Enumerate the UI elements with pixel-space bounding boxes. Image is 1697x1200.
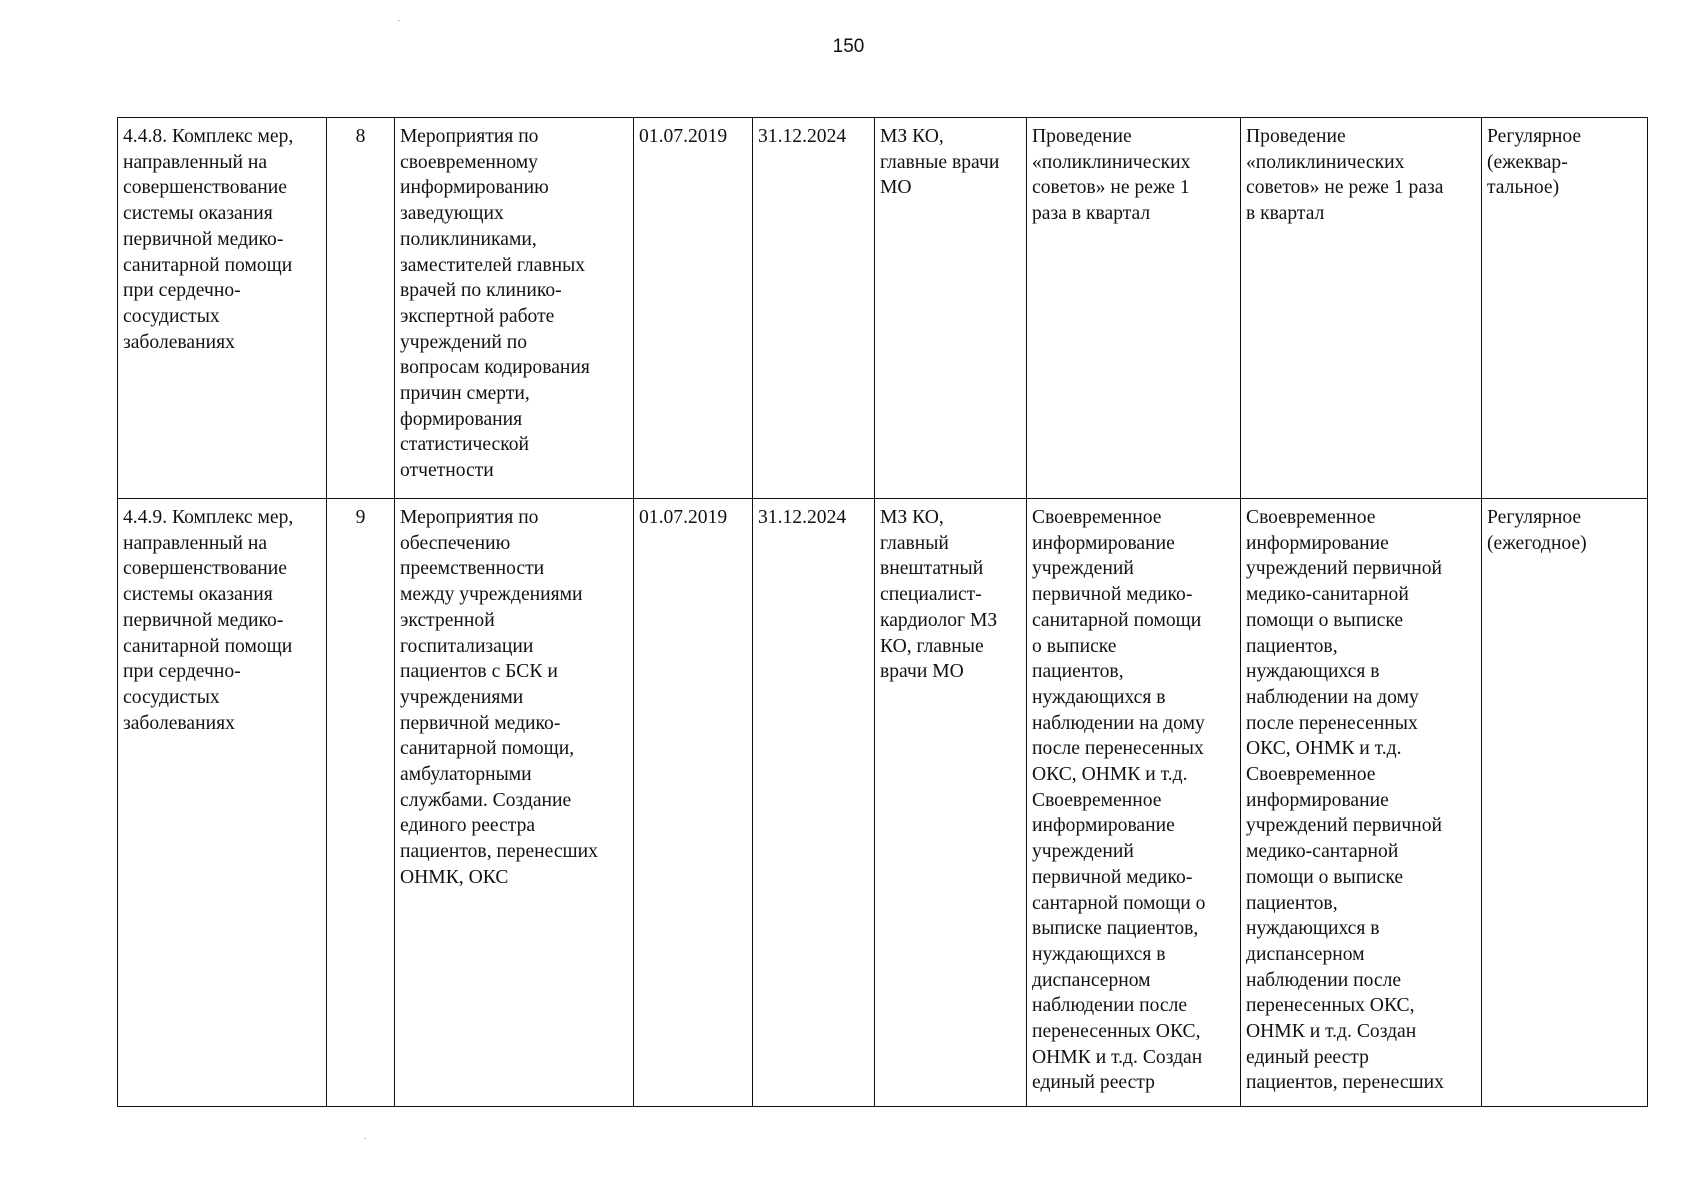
number-cell: 9 [327,499,395,1107]
start-date-cell: 01.07.2019 [634,499,753,1107]
table-row [118,499,1648,1107]
result-cell: Своевременное информирование учреждений первичной медико-санитарной помощи о выписке пациентов, нуждающихся в наблюдении на дому после перенесенных ОКС, ОНМК и т.д. Своевременное информирование учреждений первичной медико-сантарной помощи о выписке пациентов, нуждающихся в диспансерном наблюдении после перенесенных ОКС, ОНМК и т.д. Создан единый реестр пациентов, перенесших [1241,499,1482,1107]
start-date-cell: 01.07.2019 [634,118,753,499]
responsible-cell: МЗ КО, главные врачи МО [875,118,1027,499]
measure-cell: 4.4.9. Комплекс мер, направленный на совершенствование системы оказания первичной медико- санитарной помощи при сердечно- сосудистых заболеваниях [118,499,327,1107]
indicator-cell: Своевременное информирование учреждений первичной медико- санитарной помощи о выписке пациентов, нуждающихся в наблюдении на дому после перенесенных ОКС, ОНМК и т.д. Своевременное информирование учреждений первичной медико- сантарной помощи о выписке пациентов, нуждающихся в диспансерном наблюдении после перенесенных ОКС, ОНМК и т.д. Создан единый реестр [1027,499,1241,1107]
end-date-cell: 31.12.2024 [753,499,875,1107]
measures-table [117,117,1648,1107]
end-date-cell: 31.12.2024 [753,118,875,499]
activity-cell: Мероприятия по обеспечению преемственности между учреждениями экстренной госпитализации пациентов с БСК и учреждениями первичной медико- санитарной помощи, амбулаторными службами. Создание единого реестра пациентов, перенесших ОНМК, ОКС [395,499,634,1107]
page-number: 150 [832,36,865,57]
scan-mark [364,1138,366,1139]
number-cell: 8 [327,118,395,499]
period-cell: Регулярное (ежеквар- тальное) [1482,118,1648,499]
scan-mark [398,20,400,21]
measure-cell: 4.4.8. Комплекс мер, направленный на совершенствование системы оказания первичной медико- санитарной помощи при сердечно- сосудистых заболеваниях [118,118,327,499]
result-cell: Проведение «поликлинических советов» не реже 1 раза в квартал [1241,118,1482,499]
period-cell: Регулярное (ежегодное) [1482,499,1648,1107]
table-row [118,118,1648,499]
activity-cell: Мероприятия по своевременному информированию заведующих поликлиниками, заместителей главных врачей по клинико- экспертной работе учреждений по вопросам кодирования причин смерти, формирования статистической отчетности [395,118,634,499]
indicator-cell: Проведение «поликлинических советов» не реже 1 раза в квартал [1027,118,1241,499]
responsible-cell: МЗ КО, главный внештатный специалист- кардиолог МЗ КО, главные врачи МО [875,499,1027,1107]
